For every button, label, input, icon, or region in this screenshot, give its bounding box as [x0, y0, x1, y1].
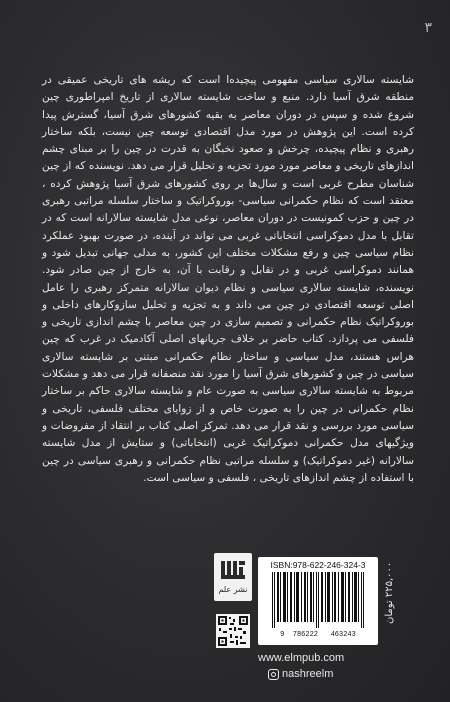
publisher-logo-icon — [220, 559, 246, 581]
barcode-right-digits: 463243 — [330, 631, 356, 639]
price-label: ۲۲۵,۰۰۰ تومان — [384, 562, 395, 625]
qr-code-icon — [216, 614, 250, 648]
publisher-website[interactable]: www.elmpub.com — [258, 652, 345, 664]
instagram-icon — [268, 669, 279, 680]
publisher-logo-text: نشر علم — [218, 585, 248, 594]
publisher-logo — [214, 553, 252, 601]
book-description-text: شایسته سالاری سیاسی مفهومی پیچیده‌ا است که ریشه های تاریخی عمیقی در منطقه شرق آسیا دارد. منبع و ساخت شایسته سالاری از تاریخ امپراطوری چین شروع شده و سپس در دوران معاصر به بقیه کشورهای شرق آسیا، گسترش پیدا کرده است. این پژوهش در مورد مدل اقتصادی توسعه چین نیست، بلکه ساختار رهبری و نظام پیچیده، چرخش و صعود نخبگان به قدرت در چین را بر مبنای چشم اندازهای تاریخی و معاصر مورد مورد تجزیه و تحلیل قرار می دهد. نویسنده که از چین شناسان مطرح غربی است و سال‌ها بر روی کشورهای شرق آسیا پژوهش کرده ، معتقد است که نظام حکمرانی سیاسی- بوروکراتیک و ساختار سلسله مراتبی رهبری در چین و حزب کمونیست در دوران معاصر، نوعی مدل شایسته سالارانه است که در تقابل با مدل دموکراسی انتخاباتی غربی می تواند در آینده، در صورت بهبود عملکرد نظام سیاسی چین و رفع مشکلات مختلف این کشور، به مدلی جهانی تبدیل شود و همانند دموکراسی غربی و در تقابل و رقابت با آن، به خارج از چین صادر شود. نویسنده، شایسته سالاری سیاسی و نظام دیوان سالارانه متمرکز رهبری را عامل اصلی توسعه اقتصادی در چین می داند و به تجزیه و تحلیل سازوکارهای داخلی و بوروکراتیک نظام حکمرانی و تصمیم سازی در چین معاصر با چشم اندازی تاریخی و فلسفی می پردازد. کتاب حاضر بر خلاف جریانهای اصلی آکادمیک در غرب که چین هراس هستند، مدل سیاسی و ساختار نظام حکمرانی مبتنی بر شایسته سالاری سیاسی در چین و کشورهای شرق آسیا را مورد نقد منصفانه قرار می دهد و مشکلات مربوط به شایسته سالاری سیاسی به صورت عام و شایسته سالاری حاکم بر ساختار نظام حکمرانی در چین را به صورت خاص و از زوایای مختلف فلسفی، تاریخی و سیاسی مورد بررسی و نقد قرار می دهد. تمرکز اصلی کتاب بر انتقاد از مفروضات و ویژگیهای مدل حکمرانی دموکراتیک غربی (انتخاباتی) و ستایش از مدل شایسته سالارانه (غیر دموکراتیک) و سلسله مراتبی نظام حکمرانی و رهبری سیاسی در چین با استفاده از چشم اندازهای تاریخی ، فلسفی و سیاسی است. — [42, 74, 414, 484]
barcode-lead-digit: 9 — [280, 631, 285, 639]
barcode — [258, 557, 378, 645]
page-number: ۳ — [424, 20, 432, 36]
book-description — [42, 72, 414, 487]
publisher-instagram[interactable] — [268, 668, 333, 680]
barcode-digits — [258, 631, 378, 639]
barcode-bars — [264, 572, 372, 628]
barcode-left-digits: 786222 — [292, 631, 318, 639]
instagram-handle: nashreelm — [282, 668, 334, 680]
isbn-number: ISBN:978-622-246-324-3 — [270, 560, 366, 570]
